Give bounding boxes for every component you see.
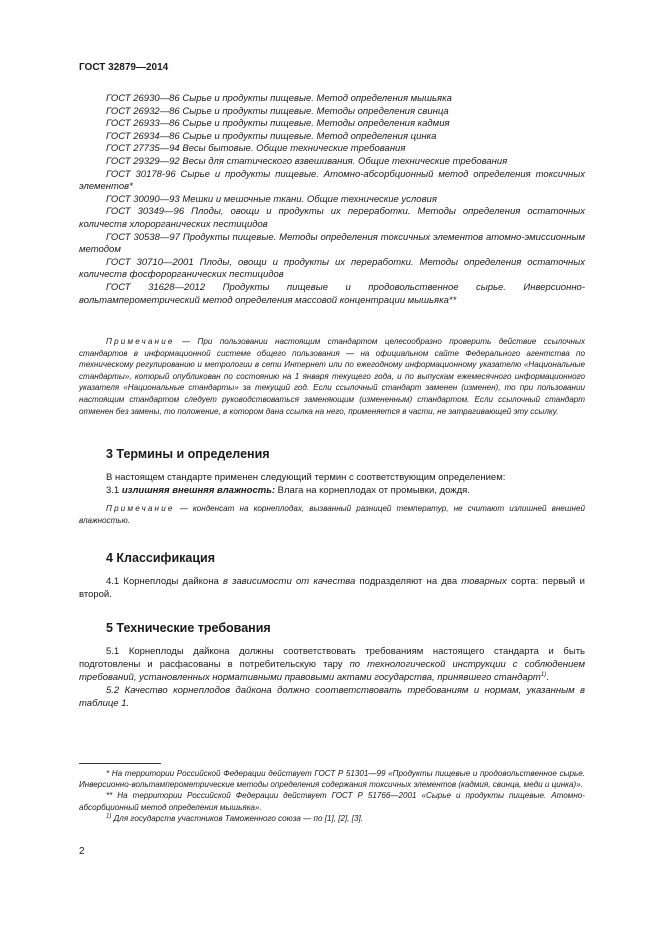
references-note: [79, 336, 585, 417]
reference-item: ГОСТ 26930—86 Сырье и продукты пищевые. Метод определения мышьяка: [106, 93, 452, 104]
reference-item: ГОСТ 29329—92 Весы для статического взвешивания. Общие технические требования: [106, 155, 508, 167]
normative-references-list: [79, 93, 585, 307]
section-3: [79, 447, 585, 526]
term-definition: [79, 484, 585, 497]
note-label: Примечание: [106, 504, 175, 513]
section-4: [79, 551, 585, 601]
note-text: — При пользовании настоящим стандартом целесообразно проверить действие ссылочных стандартов в информационной системе общего пользования — на официальном сайте Федерального агентства по техническому регулированию и метрологии в сети Интернет или по ежегодному информационному указателю «Национальные стандарты», который опубликован по состоянию на 1 января текущего года, и по выпускам ежемесячного информационного указателя «Национальные стандарты» за текущий год. Если ссылочный стандарт заменен (изменен), то при пользовании настоящим стандартом следует руководствоваться заменяющим (измененным) стандартом. Если ссылочный стандарт отменен без замены, то положение, в котором дана ссылка на него, применяется в части, не затрагивающей эту ссылку.: [79, 337, 585, 416]
section-title: 4 Классификация: [106, 551, 216, 565]
reference-item: ГОСТ 30090—93 Мешки и мешочные ткани. Общие технические условия: [106, 193, 437, 205]
section-intro: В настоящем стандарте применен следующий термин с соответствующим определением:: [106, 472, 506, 483]
reference-item: ГОСТ 26932—86 Сырье и продукты пищевые. Методы определения свинца: [106, 105, 449, 117]
section-title: 5 Технические требования: [106, 621, 271, 635]
section-paragraph: 5.2 Качество корнеплодов дайкона должно соответствовать требованиям и нормам, указанным в таблице 1.: [79, 685, 585, 709]
reference-item: ГОСТ 31628—2012 Продукты пищевые и продовольственное сырье. Инверсионно-вольтамперометрический метод определения массовой концентрации мышьяка**: [79, 281, 585, 306]
footnote: ** На территории Российской Федерации действует ГОСТ Р 51766—2001 «Сырье и продукты пищевые. Атомно-абсорбционный метод определения мышьяка».: [79, 791, 585, 812]
page-header-standard-id: ГОСТ 32879—2014: [79, 62, 169, 73]
note-label: Примечание: [106, 337, 175, 346]
reference-item: ГОСТ 30710—2001 Плоды, овощи и продукты их переработки. Методы определения остаточных количеств фосфорорганических пестицидов: [79, 256, 585, 281]
footnote: $^{1)}$ Для государств участников Таможенного союза — по [1], [2], [3].: [106, 813, 363, 823]
section-paragraph: 4.1 Корнеплоды дайкона в зависимости от качества подразделяют на два товарных сорта: первый и второй.: [79, 576, 585, 600]
section-title: 3 Термины и определения: [106, 447, 270, 461]
note-text: — конденсат на корнеплодах, вызванный разницей температур, не считают излишней внешней влажностью.: [79, 504, 585, 525]
reference-item: ГОСТ 26933—86 Сырье и продукты пищевые. Методы определения кадмия: [106, 118, 450, 130]
footnote: * На территории Российской Федерации действует ГОСТ Р 51301—99 «Продукты пищевые и продовольственное сырье. Инверсионно-вольтамперометрические методы определения содержания токсичных элементов (кадмия, свинца, меди и цинка)».: [79, 769, 585, 790]
term-number: 3.1: [106, 485, 120, 496]
footnote-mark: 1): [106, 813, 112, 820]
footnote-ref: 1): [540, 671, 547, 678]
page-number: 2: [79, 846, 85, 857]
footnote-divider: [79, 763, 161, 764]
reference-item: ГОСТ 30349—96 Плоды, овощи и продукты их переработки. Методы определения остаточных количеств хлорорганических пестицидов: [79, 206, 585, 230]
reference-item: ГОСТ 26934—86 Сырье и продукты пищевые. Метод определения цинка: [106, 130, 437, 142]
section-paragraph: 5.1 Корнеплоды дайкона должны соответствовать требованиям настоящего стандарта и быть подготовлены и расфасованы в потребительскую тару по технологической инструкции с соблюдением требований, установленных нормативными правовыми актами государства, принявшего стандарт$^{1)}$.: [79, 646, 585, 683]
footnotes: [79, 768, 585, 824]
section-5: [79, 621, 585, 710]
reference-item: ГОСТ 30178-96 Сырье и продукты пищевые. Атомно-абсорбционный метод определения токсичных элементов*: [79, 168, 585, 193]
reference-item: ГОСТ 30538—97 Продукты пищевые. Методы определения токсичных элементов атомно-эмиссионным методом: [79, 231, 585, 256]
definition: Влага на корнеплодах от промывки, дождя.: [275, 485, 470, 496]
term: излишняя внешняя влажность:: [121, 485, 276, 496]
reference-item: ГОСТ 27735—94 Весы бытовые. Общие технические требования: [106, 143, 406, 155]
